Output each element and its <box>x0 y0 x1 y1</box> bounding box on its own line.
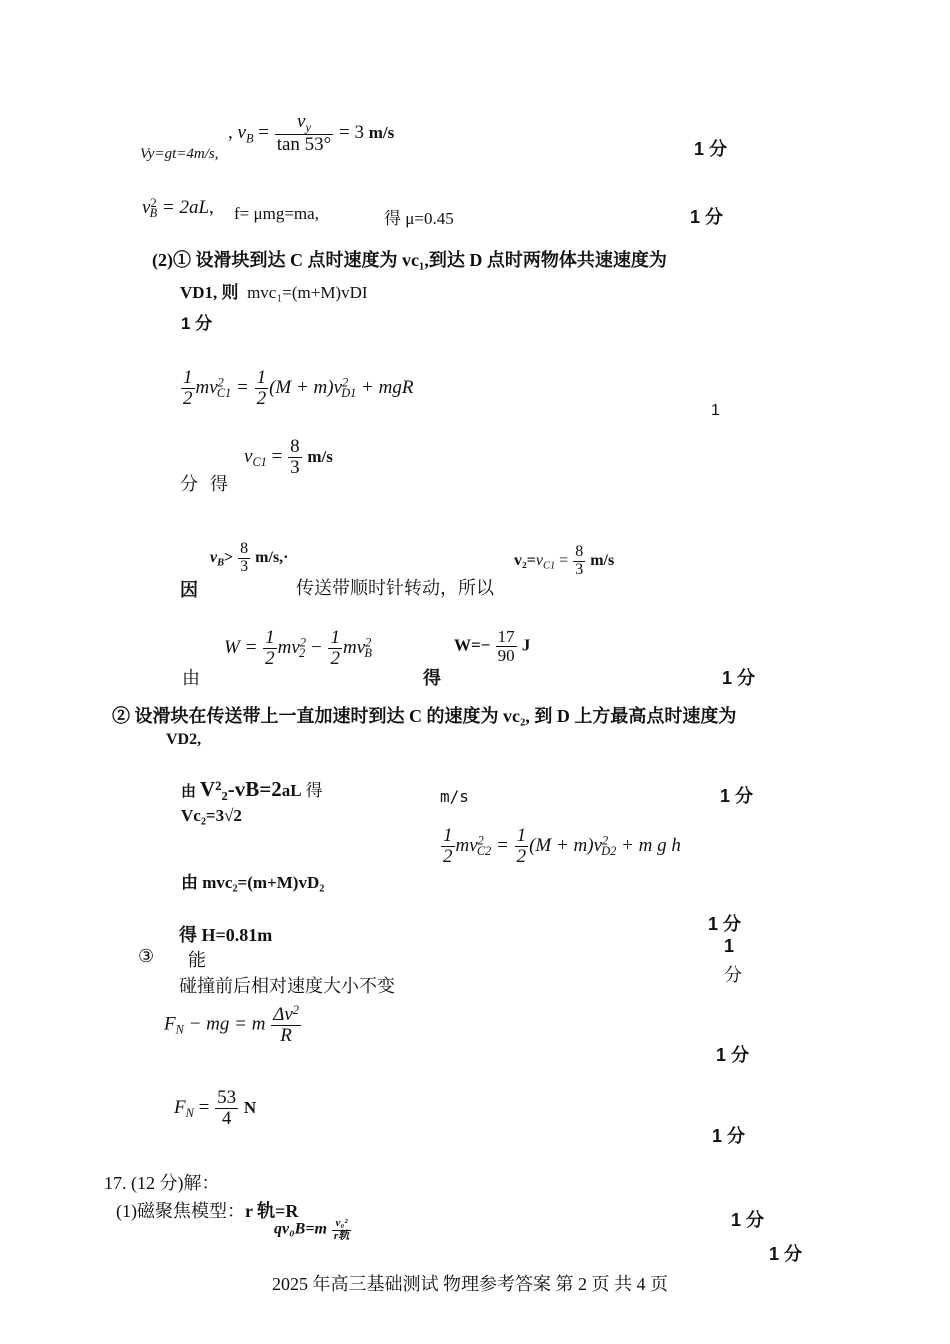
fraction-numerator: $v_y$ <box>275 112 334 135</box>
score: 1 分 <box>722 668 756 688</box>
de-label: 得 <box>210 474 228 494</box>
part3-answer: 能 <box>188 950 206 970</box>
score: 1 分 <box>181 314 213 333</box>
score-fen: 分 <box>180 474 198 494</box>
vy-expression: Vy=gt=4m/s, <box>140 146 219 162</box>
yin-label: 因 <box>180 580 198 600</box>
score: 1 分 <box>769 1244 803 1264</box>
q17-title: 17. (12 分)解： <box>104 1173 220 1193</box>
momentum-line: VD1, 则 mvc₁=(m+M)vDI <box>180 283 368 302</box>
score-number: 1 <box>711 402 720 419</box>
vc1-result: $v_{C1}$ = $\frac{8}{3}$ m/s <box>244 436 333 478</box>
vb-formula <box>228 112 394 155</box>
work-result: W=− $\frac{17}{90}$ J <box>454 627 531 665</box>
energy-equation-2: $\frac{1}{2}$ $mv^2_{C2}$ = $\frac{1}{2}$ $(M + m)v^2_{D2} + m$ g h <box>443 825 681 867</box>
kinematics-equation: 由 V²₂-vB=2aL 得 <box>181 777 323 801</box>
unit: m/s <box>368 122 395 142</box>
score: 1 分 <box>720 786 754 806</box>
mu-result: 得 μ=0.45 <box>384 209 454 228</box>
vb-subscript: B <box>245 131 254 146</box>
energy-equation-1: $\frac{1}{2}$ $mv^2_{C1}$ = $\frac{1}{2}$ $(M + m)v^2_{D1}$ + mgR <box>183 367 414 409</box>
vb-symbol: v <box>237 121 246 143</box>
page-footer: 2025 年高三基础测试 物理参考答案 第 2 页 共 4 页 <box>272 1274 668 1294</box>
equals-value: = 3 <box>339 121 364 143</box>
vd2-label: VD2, <box>166 731 202 748</box>
comma: , <box>228 121 233 143</box>
lorentz-equation: qv₀B=m $\frac{\text{v₀²}}{\text{r轨}}$ <box>274 1217 350 1242</box>
score-fen: 分 <box>724 965 742 985</box>
vy-over-tan <box>275 112 334 155</box>
score: 1 分 <box>708 914 742 934</box>
you-label: 由 <box>182 668 200 688</box>
work-equation: W = $\frac{1}{2}$ $mv^2_2$ − $\frac{1}{2}$ $mv^2_B$ <box>224 627 372 669</box>
friction-formula: f= μmg=ma, <box>234 204 319 223</box>
score: 1 分 <box>716 1045 750 1065</box>
momentum-line-2: 由 mvc₂=(m+M)vD₂ <box>181 873 325 892</box>
q17-part1: (1)磁聚焦模型：r 轨=R <box>116 1201 299 1221</box>
normal-force-equation: $F_N$ − mg = m $\frac{\Delta v^2}{R}$ <box>164 1003 299 1047</box>
height-result: 得 H=0.81m <box>179 925 273 945</box>
v2-equals: $v_2=v_{C1}$ = $\frac{8}{3}$ m/s <box>514 543 615 578</box>
vb-greater: $v_B>$ $\frac{8}{3}$ m/s,· <box>210 540 289 575</box>
score-number: 1 <box>724 936 735 956</box>
unit-ms: m/s <box>440 787 469 806</box>
part2-intro: (2)① 设滑块到达 C 点时速度为 vc₁,到达 D 点时两物体共速速度为 <box>152 250 667 270</box>
de-label: 得 <box>423 668 441 688</box>
part2b-intro: ② 设滑块在传送带上一直加速时到达 C 的速度为 vc₂, 到 D 上方最高点时速度为 <box>112 706 737 726</box>
score: 1 分 <box>694 139 728 159</box>
score: 1 分 <box>712 1126 746 1146</box>
belt-direction-text: 传送带顺时针转动，所以 <box>296 578 494 598</box>
score: 1 分 <box>731 1210 765 1230</box>
score: 1 分 <box>690 207 724 227</box>
vb-squared-formula: $v^2_B = 2aL$, <box>142 196 214 221</box>
vc2-result: Vc₂=3√2 <box>181 806 242 825</box>
part3-reason: 碰撞前后相对速度大小不变 <box>179 976 395 996</box>
part3-number: ③ <box>138 946 155 966</box>
normal-force-result: $F_N$ = $\frac{53}{4}$ N <box>174 1087 257 1129</box>
fraction-denominator: tan 53° <box>276 134 332 156</box>
equals: = <box>258 121 269 143</box>
